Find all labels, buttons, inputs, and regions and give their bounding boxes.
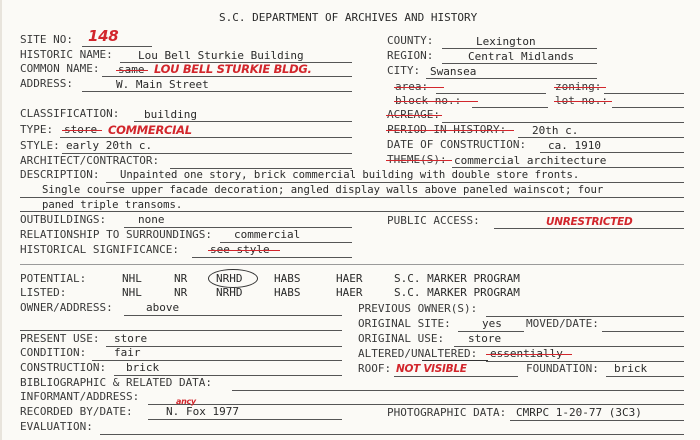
site-no-value: 148 [88,27,119,45]
block-line [472,107,548,108]
block-strike [394,101,478,102]
description-line-2: Single course upper facade decoration; angled display walls above paneled wainscot; four [42,184,604,196]
potential-nrhd: NRHD [216,272,243,285]
city-line [426,78,597,79]
photo-label: PHOTOGRAPHIC DATA: [387,406,507,419]
common-name-label: COMMON NAME: [20,62,100,75]
region-line [442,63,597,64]
common-name-line [102,76,352,77]
lot-strike [554,101,612,102]
common-name-struck: same [118,63,145,76]
potential-haer: HAER [336,272,363,285]
recorded-line [148,419,342,420]
period-label: PERIOD IN HISTORY: [387,123,507,136]
condition-label: CONDITION: [20,346,87,359]
type-line [60,137,352,138]
acreage-strike [386,115,442,116]
potential-habs: HABS [274,272,301,285]
orig-site-value: yes [482,317,502,330]
description-rule-1 [106,182,684,183]
lot-label: lot no.: [555,94,608,107]
area-strike [394,87,444,88]
acreage-label: ACREAGE: [387,108,440,121]
owner-label: OWNER/ADDRESS: [20,301,113,314]
recorded-label: RECORDED BY/DATE: [20,405,133,418]
orig-use-label: ORIGINAL USE: [358,332,445,345]
bibliographic-line [232,390,684,391]
historic-name-label: HISTORIC NAME: [20,48,113,61]
orig-use-line [454,346,684,347]
date-line [540,152,684,153]
theme-value: commercial architecture [454,154,607,167]
orig-use-value: store [468,332,502,345]
owner-line-2 [20,330,342,331]
listed-nrhd: NRHD [216,286,243,299]
recorded-insert: ancy [176,397,196,406]
zoning-line [604,93,684,94]
public-access-label: PUBLIC ACCESS: [387,214,480,227]
description-line-1: Unpainted one story, brick commercial building with double store fronts. [120,169,580,181]
classification-line [134,121,352,122]
area-label: area: [395,80,429,93]
block-label: block no.: [395,94,462,107]
roof-line [394,376,518,377]
lot-line [612,107,684,108]
moved-label: MOVED/DATE: [526,317,599,330]
prev-owner-label: PREVIOUS OWNER(S): [358,302,478,315]
significance-value: see style [210,243,270,256]
city-label: CITY: [387,64,421,77]
relationship-label: RELATIONSHIP TO SURROUNDINGS: [20,228,213,241]
unaltered-underline [422,360,488,361]
present-use-value: store [114,332,148,345]
description-rule-3 [20,211,684,212]
photo-value: CMRPC 1-20-77 (3C3) [516,406,642,419]
foundation-line [606,376,684,377]
county-value: Lexington [476,35,536,48]
evaluation-label: EVALUATION: [20,420,93,433]
region-label: REGION: [387,49,434,62]
common-name-strike [116,70,148,71]
significance-strike [208,250,280,251]
listed-haer: HAER [336,286,363,299]
region-value: Central Midlands [468,50,574,63]
classification-value: building [144,108,197,121]
type-label: TYPE: [20,123,54,136]
zoning-strike [554,87,606,88]
date-value: ca. 1910 [548,139,601,152]
description-line-3: paned triple transoms. [42,199,183,211]
address-label: ADDRESS: [20,77,73,90]
public-access-value: UNRESTRICTED [546,216,633,228]
recorded-initial: N. [166,405,180,418]
altered-strike [486,354,572,355]
classification-label: CLASSIFICATION: [20,107,120,120]
period-value: 20th c. [532,124,579,137]
type-struck: store [64,123,98,136]
construction-value: brick [126,361,160,374]
potential-label: POTENTIAL: [20,272,87,285]
owner-value: above [146,301,180,314]
recorded-value: Fox 1977 [186,405,239,418]
theme-line [452,167,684,168]
orig-site-label: ORIGINAL SITE: [358,317,451,330]
architect-label: ARCHITECT/CONTRACTOR: [20,154,160,167]
county-line [442,48,597,49]
construction-label: CONSTRUCTION: [20,361,107,374]
date-label: DATE OF CONSTRUCTION: [387,138,527,151]
type-value: COMMERCIAL [108,123,192,137]
historic-name-value: Lou Bell Sturkie Building [138,49,304,62]
listed-nhl: NHL [122,286,142,299]
common-name-value: LOU BELL STURKIE BLDG. [154,62,312,76]
condition-value: fair [114,346,141,359]
potential-marker: S.C. MARKER PROGRAM [394,272,520,285]
roof-label: ROOF: [358,362,392,375]
address-value: W. Main Street [116,78,209,91]
foundation-value: brick [614,362,648,375]
significance-line [192,257,352,258]
photo-line [510,420,684,421]
site-no-line [82,46,152,47]
outbuildings-value: none [138,213,165,226]
present-use-label: PRESENT USE: [20,332,100,345]
outbuildings-label: OUTBUILDINGS: [20,213,107,226]
owner-line [124,315,342,316]
potential-nr: NR [174,272,188,285]
site-no-label: SITE NO: [20,33,73,46]
roof-value: NOT VISIBLE [396,363,467,375]
informant-label: INFORMANT/ADDRESS: [20,390,140,403]
present-use-line [106,346,342,347]
address-line [82,91,352,92]
section-divider [20,264,684,265]
bibliographic-label: BIBLIOGRAPHIC & RELATED DATA: [20,376,213,389]
description-rule-2 [20,197,684,198]
significance-label: HISTORICAL SIGNIFICANCE: [20,243,179,256]
listed-marker: S.C. MARKER PROGRAM [394,286,520,299]
listed-label: LISTED: [20,286,67,299]
listed-habs: HABS [274,286,301,299]
public-access-line [494,228,684,229]
potential-nhl: NHL [122,272,142,285]
foundation-label: FOUNDATION: [526,362,599,375]
relationship-value: commercial [234,228,301,241]
style-label: STYLE: [20,139,60,152]
city-value: Swansea [430,65,477,78]
description-label: DESCRIPTION: [20,168,100,181]
type-strike [62,130,102,131]
theme-label: THEME(S): [387,153,447,166]
altered-label: ALTERED/UNALTERED: [358,347,478,360]
theme-strike [386,160,452,161]
altered-value: essentially [490,347,563,360]
moved-line [602,331,684,332]
style-value: early 20th c. [66,139,153,152]
listed-nr: NR [174,286,188,299]
zoning-label: zoning: [555,80,602,93]
period-strike [386,130,514,131]
county-label: COUNTY: [387,34,434,47]
card-header: S.C. DEPARTMENT OF ARCHIVES AND HISTORY [219,11,478,24]
period-line [518,137,684,138]
evaluation-line [100,434,684,435]
